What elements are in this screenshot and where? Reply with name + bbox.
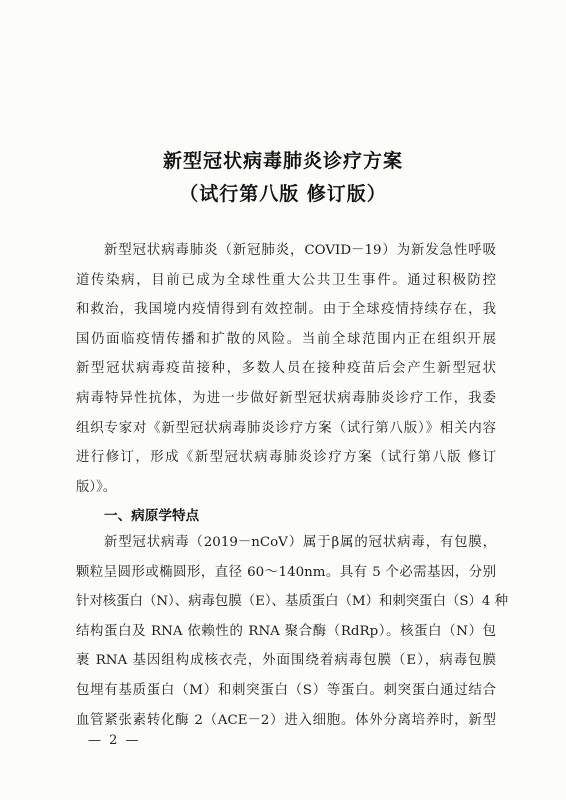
intro-line: 组织专家对《新型冠状病毒肺炎诊疗方案（试行第八版）》相关内容: [76, 420, 496, 436]
etiology-line: 颗粒呈圆形或椭圆形，直径 60～140nm。具有 5 个必需基因，分别: [76, 564, 496, 580]
page-number: — 2 —: [88, 733, 141, 748]
intro-line: 国仍面临疫情传播和扩散的风险。当前全球范围内正在组织开展: [76, 331, 496, 347]
etiology-line: 包埋有基质蛋白（M）和刺突蛋白（S）等蛋白。刺突蛋白通过结合: [76, 682, 496, 698]
intro-line: 和救治，我国境内疫情得到有效控制。由于全球疫情持续存在，我: [76, 302, 496, 318]
etiology-line: 血管紧张素转化酶 2（ACE－2）进入细胞。体外分离培养时，新型: [76, 712, 496, 728]
intro-paragraph: [76, 236, 496, 502]
etiology-line: 针对核蛋白（N）、病毒包膜（E）、基质蛋白（M）和刺突蛋白（S）4 种: [76, 594, 509, 610]
document-title: 新型冠状病毒肺炎诊疗方案: [162, 150, 403, 172]
document-subtitle: （试行第八版 修订版）: [179, 183, 387, 205]
section-heading: 一、病原学特点: [104, 508, 200, 524]
etiology-line: 结构蛋白及 RNA 依赖性的 RNA 聚合酶（RdRp）。核蛋白（N）包: [76, 623, 496, 639]
intro-line: 新型冠状病毒肺炎（新冠肺炎，COVID－19）为新发急性呼吸: [104, 243, 496, 258]
intro-line: 道传染病，目前已成为全球性重大公共卫生事件。通过积极防控: [76, 272, 496, 288]
intro-line: 新型冠状病毒疫苗接种，多数人员在接种疫苗后会产生新型冠状: [76, 361, 496, 377]
intro-line: 病毒特异性抗体，为进一步做好新型冠状病毒肺炎诊疗工作，我委: [76, 390, 496, 406]
etiology-line: 裹 RNA 基因组构成核衣壳，外面围绕着病毒包膜（E），病毒包膜: [76, 653, 496, 669]
etiology-paragraph: [76, 528, 509, 735]
etiology-line: 新型冠状病毒（2019－nCoV）属于β属的冠状病毒，有包膜，: [104, 535, 496, 550]
intro-line: 版）》。: [76, 479, 117, 495]
intro-line: 进行修订，形成《新型冠状病毒肺炎诊疗方案（试行第八版 修订: [76, 450, 496, 466]
